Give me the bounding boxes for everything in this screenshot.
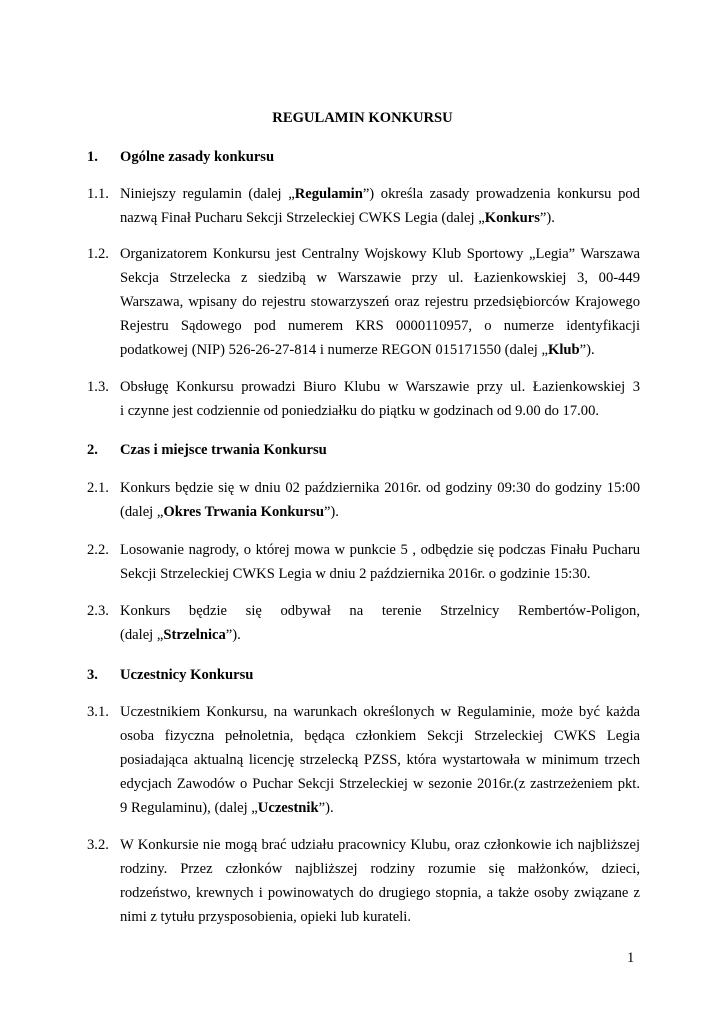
section-heading-2: [87, 440, 327, 460]
section-title: Uczestnicy Konkursu: [120, 667, 254, 683]
document-title: REGULAMIN KONKURSU: [272, 110, 453, 126]
paragraph-number: 2.1.: [87, 480, 109, 496]
paragraph-number: 2.3.: [87, 603, 109, 619]
section-number: 1.: [87, 149, 98, 165]
paragraph-1-3: [87, 375, 640, 423]
section-heading-1: [87, 147, 274, 167]
text-line: rodzeństwo, krewnych i powinowatych do drugiego stopnia, a także osoby związane z: [120, 885, 640, 902]
text-line: Niniejszy regulamin (dalej „Regulamin”) określa zasady prowadzenia konkursu pod: [120, 186, 640, 202]
text-line: Warszawa, wpisany do rejestru stowarzyszeń oraz rejestru przedsiębiorców Krajowego: [120, 294, 640, 311]
paragraph-2-2: [87, 538, 640, 586]
text-line: W Konkursie nie mogą brać udziału pracownicy Klubu, oraz członkowie ich najbliższej: [120, 837, 640, 853]
paragraph-number: 3.2.: [87, 837, 109, 853]
text-line: Rejestru Sądowego pod numerem KRS 0000110957, o numerze identyfikacji: [120, 318, 640, 335]
text-line: Sekcja Strzelecka z siedzibą w Warszawie przy ul. Łazienkowskiej 3, 00-449: [120, 270, 640, 287]
section-title: Czas i miejsce trwania Konkursu: [120, 442, 327, 458]
paragraph-number: 1.3.: [87, 379, 109, 395]
text-line: posiadająca aktualną licencję strzelecką PZSS, która wystartowała w minimum trzech: [120, 752, 640, 769]
text-line: osoba fizyczna pełnoletnia, będąca członkiem Sekcji Strzeleckiej CWKS Legia: [120, 728, 640, 745]
paragraph-1-2: [87, 242, 640, 362]
text-line: Uczestnikiem Konkursu, na warunkach określonych w Regulaminie, może być każda: [120, 704, 640, 720]
paragraph-1-1: [87, 182, 640, 230]
paragraph-2-3: [87, 599, 640, 647]
text-line: rodziny. Przez członków najbliższej rodziny rozumie się małżonków, dzieci,: [120, 861, 640, 878]
text-line: i czynne jest codziennie od poniedziałku do piątku w godzinach od 9.00 do 17.00.: [120, 403, 600, 420]
text-line: Obsługę Konkursu prowadzi Biuro Klubu w Warszawie przy ul. Łazienkowskiej 3: [120, 379, 640, 395]
text-line: nimi z tytułu przysposobienia, opieki lub kurateli.: [120, 909, 412, 926]
text-line: (dalej „Strzelnica”).: [120, 627, 241, 644]
text-line: Konkurs będzie się odbywał na terenie Strzelnicy Rembertów-Poligon,: [120, 603, 640, 619]
paragraph-3-2: [87, 833, 640, 929]
text-line: 9 Regulaminu), (dalej „Uczestnik”).: [120, 800, 334, 817]
text-line: Sekcji Strzeleckiej CWKS Legia w dniu 2 października 2016r. o godzinie 15:30.: [120, 566, 591, 583]
page-number: 1: [627, 950, 635, 966]
text-line: nazwą Finał Pucharu Sekcji Strzeleckiej CWKS Legia (dalej „Konkurs”).: [120, 210, 555, 227]
text-line: Losowanie nagrody, o której mowa w punkcie 5 , odbędzie się podczas Finału Pucharu: [120, 542, 640, 558]
text-line: Organizatorem Konkursu jest Centralny Wojskowy Klub Sportowy „Legia” Warszawa: [120, 246, 640, 262]
text-line: podatkowej (NIP) 526-26-27-814 i numerze REGON 015171550 (dalej „Klub”).: [120, 342, 595, 359]
section-number: 2.: [87, 442, 98, 458]
text-line: (dalej „Okres Trwania Konkursu”).: [120, 504, 339, 521]
paragraph-number: 3.1.: [87, 704, 109, 720]
paragraph-2-1: [87, 476, 640, 524]
section-title: Ogólne zasady konkursu: [120, 149, 275, 165]
section-number: 3.: [87, 667, 98, 683]
paragraph-number: 1.2.: [87, 246, 109, 262]
paragraph-number: 2.2.: [87, 542, 109, 558]
text-line: edycjach Zawodów o Puchar Sekcji Strzeleckiej w sezonie 2016r.(z zastrzeżeniem pkt.: [120, 776, 640, 793]
text-line: Konkurs będzie się w dniu 02 października 2016r. od godziny 09:30 do godziny 15:00: [120, 480, 640, 496]
paragraph-3-1: [87, 700, 640, 820]
paragraph-number: 1.1.: [87, 186, 109, 202]
section-heading-3: [87, 665, 253, 685]
